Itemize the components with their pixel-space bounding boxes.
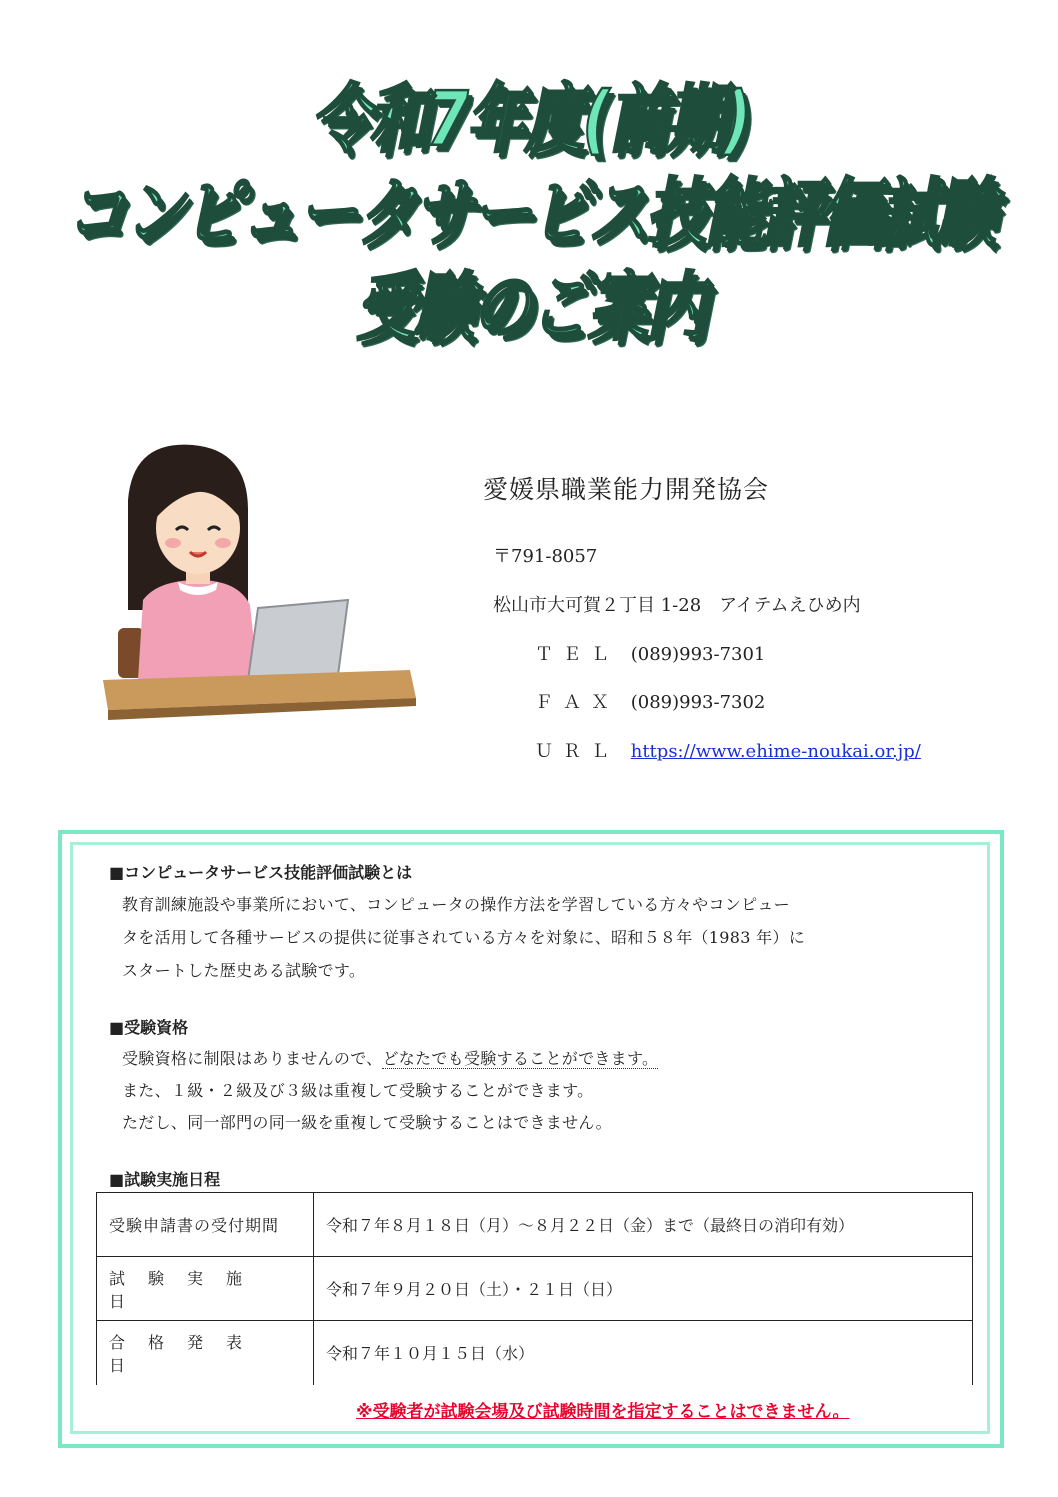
table-row: [97, 1257, 973, 1321]
eligibility-line-1-b: どなたでも受験することができます。: [382, 1049, 659, 1068]
table-row: [97, 1193, 973, 1257]
eligibility-line-3: ただし、同一部門の同一級を重複して受験することはできません。: [122, 1113, 612, 1132]
postal-code: 〒791-8057: [493, 546, 598, 567]
about-line-3: スタートした歴史ある試験です。: [122, 961, 366, 980]
about-line-2: タを活用して各種サービスの提供に従事されている方々を対象に、昭和５８年（1983 年）に: [122, 928, 806, 947]
schedule-value: 令和７年８月１８日（月）～８月２２日（金）まで（最終日の消印有効）: [314, 1193, 973, 1257]
url-row: [535, 737, 921, 763]
schedule-label: 試験実施日: [97, 1257, 314, 1321]
schedule-value: 令和７年９月２０日（土）・２１日（日）: [314, 1257, 973, 1321]
fax-row: [535, 688, 765, 714]
organization-name: 愛媛県職業能力開発協会: [483, 475, 770, 504]
about-line-1: 教育訓練施設や事業所において、コンピュータの操作方法を学習している方々やコンピュー: [122, 895, 790, 914]
organization-info: [483, 470, 769, 506]
title-line-3: 受験のご案内: [356, 264, 704, 352]
tel-label: ＴＥＬ: [535, 644, 619, 665]
tel-row: [535, 640, 765, 666]
title-line-2: コンピュータサービス技能評価試験: [66, 170, 994, 258]
website-link[interactable]: https://www.ehime-noukai.or.jp/: [630, 741, 921, 762]
schedule-label: 受験申請書の受付期間: [97, 1193, 314, 1257]
eligibility-line-2: また、１級・２級及び３級は重複して受験することができます。: [122, 1081, 594, 1100]
notice-text: ※受験者が試験会場及び試験時間を指定することはできません。: [356, 1402, 850, 1422]
eligibility-line-1-a: 受験資格に制限はありませんので、: [122, 1049, 383, 1068]
schedule-label: 合格発表日: [97, 1321, 314, 1385]
url-label: ＵＲＬ: [535, 741, 619, 762]
table-row: [97, 1321, 973, 1385]
schedule-value: 令和７年１０月１５日（水）: [314, 1321, 973, 1385]
woman-at-laptop-illustration: [98, 440, 420, 730]
eligibility-heading: ■受験資格: [109, 1018, 189, 1037]
schedule-table: [96, 1192, 973, 1385]
fax-number: (089)993-7302: [630, 692, 766, 713]
tel-number: (089)993-7301: [630, 644, 766, 665]
eligibility-line-1: [122, 1046, 658, 1069]
page-title: [60, 60, 1000, 352]
fax-label: ＦＡＸ: [535, 692, 619, 713]
address: 松山市大可賀２丁目 1-28 アイテムえひめ内: [493, 595, 861, 616]
title-line-1: 令和7年度(前期): [310, 76, 750, 164]
about-heading: ■コンピュータサービス技能評価試験とは: [109, 863, 413, 882]
schedule-heading: ■試験実施日程: [109, 1170, 221, 1189]
